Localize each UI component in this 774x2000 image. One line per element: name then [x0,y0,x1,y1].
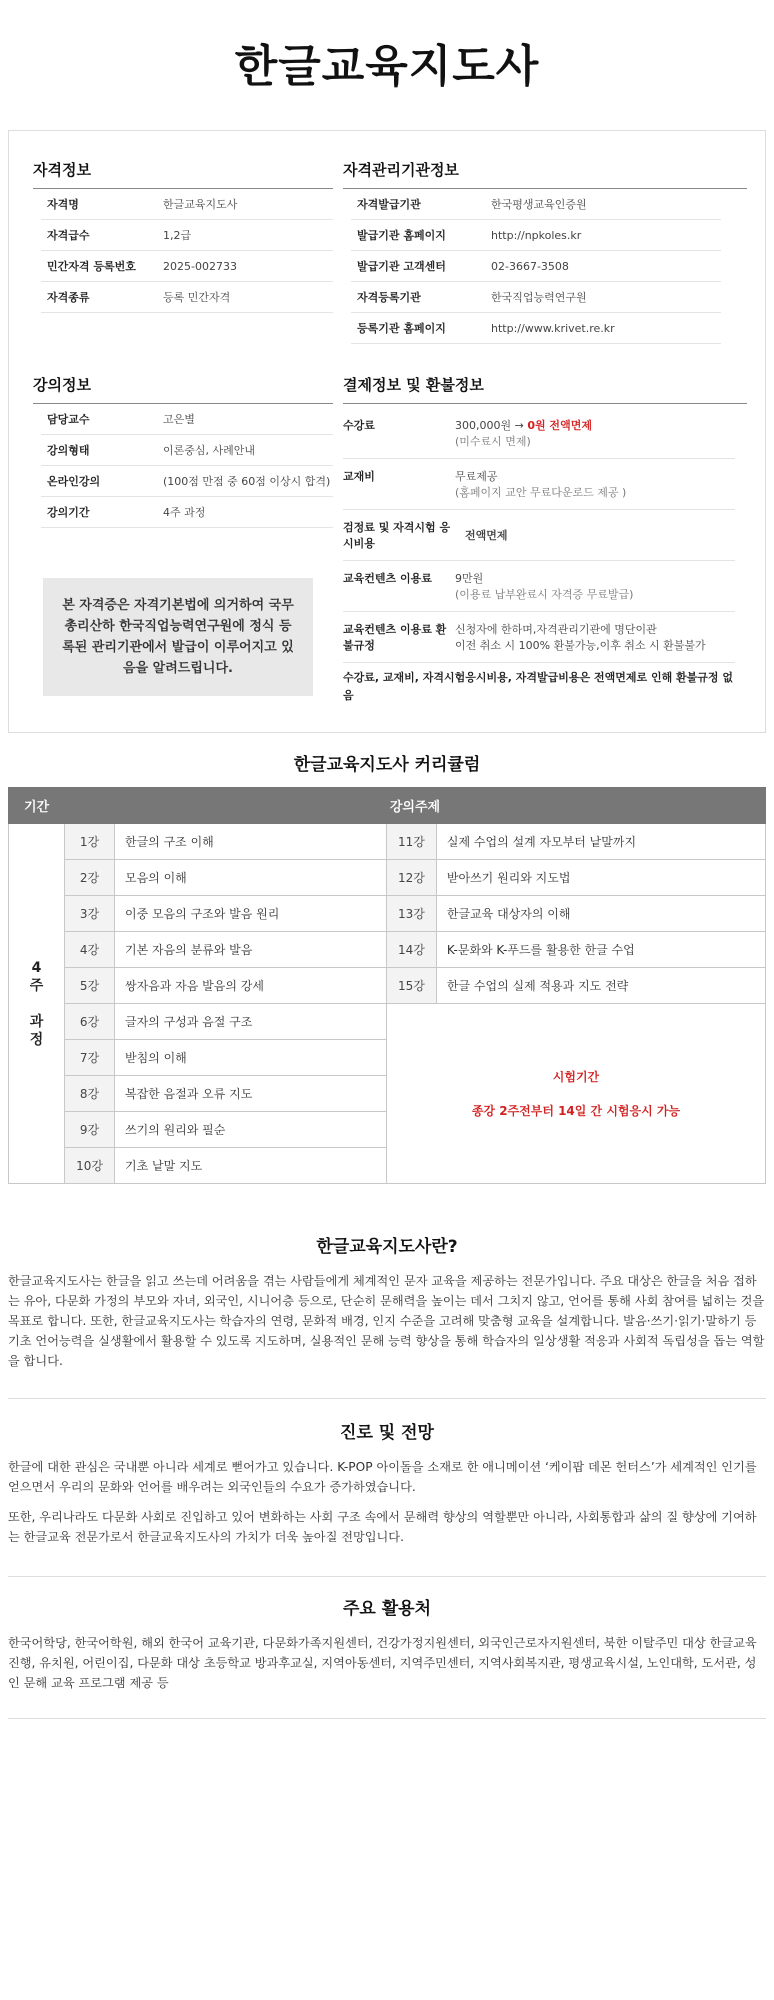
lecture-number: 6강 [65,1004,115,1040]
curriculum-title: 한글교육지도사 커리큘럼 [293,755,481,775]
payment-refund-section [343,374,747,705]
info-key: 수강료 [343,419,375,432]
section-title: 강의정보 [33,374,333,404]
table-row [9,932,766,968]
lecture-topic: 받침의 이해 [115,1040,387,1076]
org-info-section [343,159,747,344]
content-fee-value [455,571,633,603]
info-key: 자격급수 [47,229,90,242]
section-title: 자격관리기관정보 [343,159,747,189]
qualification-info-section [33,159,333,313]
info-row [41,466,333,497]
period-char: 과 [29,1013,44,1030]
textbook-row [343,459,735,510]
lecture-topic: 이중 모음의 구조와 발음 원리 [115,896,387,932]
lecture-number: 15강 [386,968,436,1004]
table-header-row [9,788,766,824]
tuition-sub: (미수료시 면제) [455,435,531,448]
lecture-number: 14강 [386,932,436,968]
content-fee-row [343,561,735,612]
textbook-value [455,469,626,501]
lecture-topic: 한글의 구조 이해 [115,824,387,860]
info-value: 02-3667-3508 [491,259,569,273]
info-key: 교육컨텐츠 이용료 환불규정 [343,623,447,652]
usage-section [8,1594,766,1693]
info-row [41,497,333,528]
info-key: 등록기관 홈페이지 [357,322,446,335]
lecture-number: 4강 [65,932,115,968]
info-value: (100점 만점 중 60점 이상시 합격) [163,475,331,488]
info-key: 온라인강의 [47,475,101,488]
exam-period-desc: 종강 2주전부터 14일 간 시험응시 가능 [471,1103,681,1118]
info-key: 발급기관 홈페이지 [357,229,446,242]
info-row [351,313,721,344]
lecture-number: 11강 [386,824,436,860]
info-value: 이론중심, 사례안내 [163,444,256,457]
table-row [9,896,766,932]
divider [8,1718,766,1719]
lecture-topic: 한글교육 대상자의 이해 [436,896,765,932]
period-char: 4 [31,959,42,976]
section-title: 결제정보 및 환불정보 [343,374,747,404]
info-row [351,189,721,220]
info-key: 검정료 및 자격시험 응시비용 [343,521,451,550]
content-fee-sub: (이용료 납부완료시 자격증 무료발급) [455,588,634,601]
lecture-topic: 글자의 구성과 음절 구조 [115,1004,387,1040]
lecture-topic: 기초 낱말 지도 [115,1148,387,1184]
issuer-homepage-link[interactable]: http://npkoles.kr [491,228,582,242]
info-value: 1,2급 [163,229,192,242]
lecture-topic: 실제 수업의 설계 자모부터 낱말까지 [436,824,765,860]
lecture-number: 3강 [65,896,115,932]
info-key: 자격등록기관 [357,291,421,304]
exam-fee-value: 전액면제 [465,529,508,542]
period-char: 정 [29,1031,44,1048]
refund-note: 수강료, 교재비, 자격시험응시비용, 자격발급비용은 전액면제로 인해 환불규정 없음 [343,671,733,702]
info-key: 교재비 [343,470,375,483]
column-header-topic: 강의주제 [65,788,766,824]
tuition-value [455,418,592,450]
lecture-number: 8강 [65,1076,115,1112]
lecture-topic: 쓰기의 원리와 필순 [115,1112,387,1148]
textbook-main: 무료제공 [455,470,498,483]
lecture-topic: 받아쓰기 원리와 지도법 [436,860,765,896]
tuition-free: 0원 전액면제 [527,419,592,432]
content-fee-main: 9만원 [455,572,484,585]
info-row [41,251,333,282]
info-value: 4주 과정 [163,506,206,519]
lecture-topic: 한글 수업의 실제 적용과 지도 전략 [436,968,765,1004]
lecture-number: 13강 [386,896,436,932]
exam-period-title: 시험기간 [552,1069,600,1084]
textbook-sub: (홈페이지 교안 무료다운로드 제공 ) [455,486,627,499]
info-value: 한글교육지도사 [163,198,238,211]
info-box [8,130,766,733]
lecture-number: 2강 [65,860,115,896]
info-key: 발급기관 고객센터 [357,260,446,273]
tuition-price: 300,000원 → [455,419,528,432]
divider [8,1398,766,1399]
info-value: 한국평생교육인증원 [491,198,587,211]
info-row [41,435,333,466]
lecture-topic: 복잡한 음절과 오류 지도 [115,1076,387,1112]
exam-period-cell [386,1004,765,1184]
lecture-number: 7강 [65,1040,115,1076]
info-key: 자격발급기관 [357,198,421,211]
info-value: 등록 민간자격 [163,291,231,304]
tuition-row [343,408,735,459]
info-key: 민간자격 등록번호 [47,260,136,273]
info-value: 한국직업능력연구원 [491,291,587,304]
refund-value [455,622,706,654]
table-row [9,860,766,896]
about-section [8,1232,766,1371]
lecture-number: 9강 [65,1112,115,1148]
info-key: 담당교수 [47,413,90,426]
career-text: 또한, 우리나라도 다문화 사회로 진입하고 있어 변화하는 사회 구조 속에서 문해력 향상의 역할뿐만 아니라, 사회통합과 삶의 질 향상에 기여하는 한글교육 전문가로서 한글교육지도사의 가치가 더욱 높아질 전망입니다. [8,1510,757,1544]
info-row [41,404,333,435]
lecture-topic: 기본 자음의 분류와 발음 [115,932,387,968]
registrar-homepage-link[interactable]: http://www.krivet.re.kr [491,321,615,335]
about-text: 한글교육지도사는 한글을 읽고 쓰는데 어려움을 겪는 사람들에게 체계적인 문자 교육을 제공하는 전문가입니다. 주요 대상은 한글을 처음 접하는 유아, 다문화 가정의 부모와 자녀, 외국인, 시니어층 등으로, 단순히 문해력을 높이는 데서 그치지 않고, 언어를 통해 사회 참여를 넓히는 것을 목표로 합니다. 또한, 한글교육지도사는 학습자의 연령, 문화적 배경, 인지 수준을 고려해 맞춤형 교육을 설계합니다. 발음·쓰기·읽기·말하기 등 기초 언어능력을 실생활에서 활용할 수 있도록 지도하며, 실용적인 문해 능력 향상을 통해 학습자의 일상생활 적응과 사회적 독립성을 돕는 역할을 합니다. [8,1274,765,1368]
lecture-topic: 모음의 이해 [115,860,387,896]
info-key: 자격명 [47,198,79,211]
lecture-number: 5강 [65,968,115,1004]
period-char: 주 [29,977,44,994]
info-row [351,251,721,282]
info-key: 자격종류 [47,291,90,304]
period-cell [9,824,65,1184]
table-row [9,968,766,1004]
usage-text: 한국어학당, 한국어학원, 해외 한국어 교육기관, 다문화가족지원센터, 건강가정지원센터, 외국인근로자지원센터, 북한 이탈주민 대상 한글교육 진행, 유치원, 어린이집, 다문화 대상 초등학교 방과후교실, 지역아동센터, 지역주민센터, 지역사회복지관, 평생교육시설, 노인대학, 도서관, 성인 문해 교육 프로그램 제공 등 [8,1636,757,1690]
refund-line: 이전 취소 시 100% 환불가능,이후 취소 시 환불불가 [455,639,706,652]
table-row [9,824,766,860]
lecture-number: 12강 [386,860,436,896]
table-row [9,1004,766,1040]
info-row [41,282,333,313]
refund-row [343,612,735,663]
section-heading: 주요 활용처 [342,1599,432,1619]
info-value: 고은별 [163,413,195,426]
lecture-topic: K-문화와 K-푸드를 활용한 한글 수업 [436,932,765,968]
page-title: 한글교육지도사 [234,41,540,92]
info-row [351,282,721,313]
lecture-info-section [33,374,333,528]
accreditation-notice: 본 자격증은 자격기본법에 의거하여 국무총리산하 한국직업능력연구원에 정식 등록된 관리기관에서 발급이 이루어지고 있음을 알려드립니다. [43,578,313,696]
lecture-number: 10강 [65,1148,115,1184]
exam-fee-row [343,510,735,561]
info-row [41,189,333,220]
info-key: 교육컨텐츠 이용료 [343,572,432,585]
info-row [41,220,333,251]
tuition-price-line [455,418,592,434]
section-title: 자격정보 [33,159,333,189]
career-text: 한글에 대한 관심은 국내뿐 아니라 세계로 뻗어가고 있습니다. K-POP 아이돌을 소재로 한 애니메이션 ‘케이팝 데몬 헌터스’가 세계적인 인기를 얻으면서 우리의 문화와 언어를 배우려는 외국인들의 수요가 증가하였습니다. [8,1460,757,1494]
career-section [8,1418,766,1547]
info-value: 2025-002733 [163,259,237,273]
section-heading: 진로 및 전망 [340,1423,434,1443]
lecture-topic: 쌍자음과 자음 발음의 강세 [115,968,387,1004]
info-row [351,220,721,251]
section-heading: 한글교육지도사란? [316,1237,458,1257]
lecture-number: 1강 [65,824,115,860]
refund-line: 신청자에 한하며,자격관리기관에 명단이관 [455,623,657,636]
info-key: 강의형태 [47,444,90,457]
curriculum-table [8,787,766,1184]
divider [8,1576,766,1577]
info-key: 강의기간 [47,506,90,519]
column-header-period: 기간 [9,788,65,824]
